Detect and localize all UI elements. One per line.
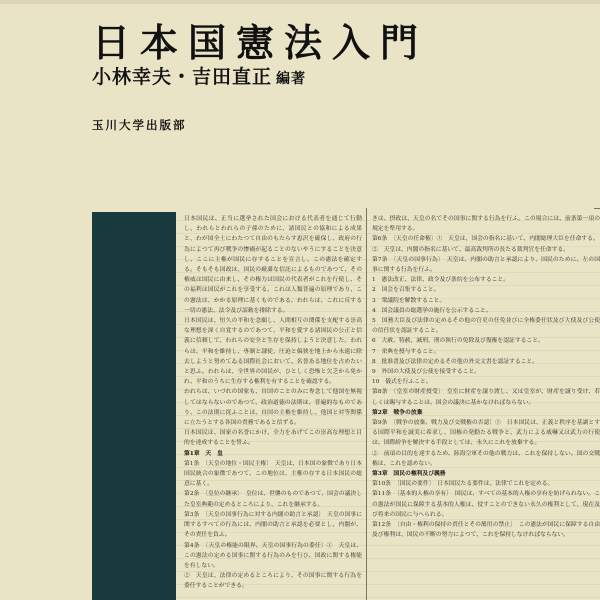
text-paragraph: 日本国民は、国家の名誉にかけ、全力をあげてこの崇高な理想と目的を達成することを誓ふ。 [184,430,362,447]
text-paragraph: 第9条 〔戦争の放棄、戦力及び交戦権の否認〕① 日本国民は、正義と秩序を基調とする国際平和を誠実に希求し、国権の発動たる戦争と、武力による威嚇又は武力の行使は、国際紛争を解決する手段としては、永久にこれを放棄する。 [372,420,600,447]
constitution-text-panel [176,208,600,600]
text-paragraph: 第10条 〔国民の要件〕 日本国民たる要件は、法律でこれを定める。 [372,481,554,488]
text-paragraph: 日本国民は、恒久の平和を念願し、人間相互の関係を支配する崇高な理想を深く自覚するのであつて、平和を愛する諸国民の公正と信義に信頼して、われらの安全と生存を保持しようと決意した。われらは、平和を維持し、専制と隷従、圧迫と偏狭を地上から永遠に除去しようと努めてゐる国際社会において、名誉ある地位を占めたいと思ふ。われらは、全世界の国民が、ひとしく恐怖と欠乏から免かれ、平和のうちに生存する権利を有することを確認する。 [184,318,362,386]
top-edge [0,0,600,4]
text-paragraph: 第7条 〔天皇の国事行為〕 天皇は、内閣の助言と承認により、国民のために、左の国事に関する行為を行ふ。 [372,256,600,274]
text-paragraph: 7 栄典を授与すること。 [372,348,440,355]
text-paragraph: われらは、いづれの国家も、自国のことのみに専念して他国を無視してはならないのであつて、政治道徳の法則は、普遍的なものであり、この法則に従ふことは、自国の主権を維持し、他国と対等関係に立たうとする各国の責務であると信ずる。 [184,389,362,427]
corner-rule [594,208,600,209]
text-paragraph: ② 天皇は、内閣の指名に基いて、最高裁判所の長たる裁判官を任命する。 [372,246,569,253]
text-column-right [372,214,600,600]
text-paragraph: 第2条 〔皇位の継承〕 皇位は、世襲のものであつて、国会の議決した皇室典範の定めるところにより、これを継承する。 [184,491,362,508]
author-names: 小林幸夫・吉田直正 [92,66,273,88]
text-paragraph: 1 憲法改正、法律、政令及び条約を公布すること。 [372,277,510,284]
text-paragraph: 第4条 〔天皇の権能の限界、天皇の国事行為の委任〕① 天皇は、この憲法の定める国事に関する行為のみを行ひ、国政に関する権能を有しない。 [184,542,362,569]
text-paragraph: 3 衆議院を解散すること。 [372,297,446,304]
author-line [92,62,306,89]
text-paragraph: 4 国会議員の総選挙の施行を公示すること。 [372,307,492,314]
text-paragraph: 第6条 〔天皇の任命権〕① 天皇は、国会の指名に基いて、内閣総理大臣を任命する。 [372,236,599,243]
text-paragraph: 6 大赦、特赦、減刑、刑の執行の免除及び復権を認証すること。 [372,338,544,345]
text-paragraph: 日本国民は、正当に選挙された国会における代表者を通じて行動し、われらとわれらの子孫のために、諸国民との協和による成果と、わが国全土にわたつて自由のもたらす恵沢を確保し、政府の行為によつて再び戦争の惨禍が起ることのないやうにすることを決意し、ここに主権が国民に存することを宣言し、この憲法を確定する。そもそも国政は、国民の厳粛な信託によるものであつて、その権威は国民に由来し、その権力は国民の代表者がこれを行使し、その福利は国民がこれを享受する。これは人類普遍の原理であり、この憲法は、かかる原理に基くものである。われらは、これに反する一切の憲法、法令及び詔勅を排除する。 [184,216,362,314]
book-title: 日本国憲法入門 [92,20,429,65]
text-paragraph: 10 儀式を行ふこと。 [372,379,432,386]
author-role: 編著 [276,71,307,87]
text-paragraph: 第8条 〔皇室の財産授受〕 皇室に財産を譲り渡し、又は皇室が、財産を譲り受け、若しくは賜与することは、国会の議決に基かなければならない。 [372,389,600,406]
chapter-heading: 第3章 国民の権利及び義務 [372,471,446,478]
decorative-dark-block [92,212,176,600]
text-paragraph: きは、摂政は、天皇の名でその国事に関する行為を行ふ。この場合には、前条第一項の規定を準用する。 [372,216,600,233]
chapter-heading: 第2章 戦争の放棄 [372,409,423,416]
chapter-heading: 第1章 天 皇 [184,450,223,457]
publisher-name: 玉川大学出版部 [92,118,187,132]
text-column-left [184,214,362,600]
text-paragraph: ② 天皇は、法律の定めるところにより、その国事に関する行為を委任することができる。 [184,573,362,590]
text-paragraph: 第3条 〔天皇の国事行為に対する内閣の助言と承認〕 天皇の国事に関するすべての行為には、内閣の助言と承認を必要とし、内閣が、その責任を負ふ。 [184,511,362,539]
text-paragraph: 第11条 〔基本的人権の享有〕 国民は、すべての基本的人権の享有を妨げられない。この憲法が国民に保障する基本的人権は、侵すことのできない永久の権利として、現在及び将来の国民に与へられる。 [372,491,600,518]
text-paragraph: 9 外国の大使及び公使を接受すること。 [372,369,481,376]
text-paragraph: 第12条 〔自由・権利の保持の責任とその濫用の禁止〕 この憲法が国民に保障する自由及び権利は、国民の不断の努力によつて、これを保持しなければならない。 [372,522,600,539]
column-divider [366,208,367,600]
text-paragraph: 5 国務大臣及び法律の定めるその他の官吏の任免並びに全権委任状及び大使及び公使の信任状を認証すること。 [372,318,600,335]
text-paragraph: ② 前項の目的を達するため、陸海空軍その他の戦力は、これを保持しない。国の交戦権は、これを認めない。 [372,450,600,467]
text-paragraph: 2 国会を召集すること。 [372,287,440,294]
text-paragraph: 8 批准書及び法律の定めるその他の外交文書を認証すること。 [372,358,539,365]
text-paragraph: 第1条 〔天皇の地位・国民主権〕 天皇は、日本国の象徴であり日本国民統合の象徴であつて、この地位は、主権の存する日本国民の総意に基く。 [184,460,362,488]
